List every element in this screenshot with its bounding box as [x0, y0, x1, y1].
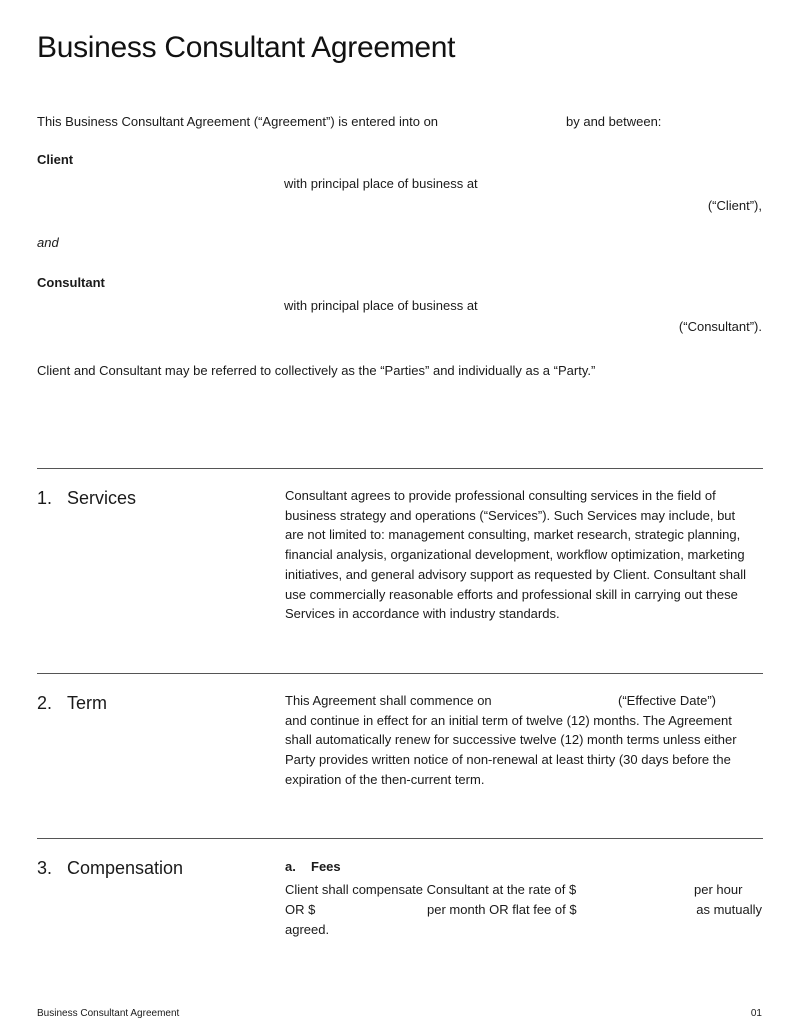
consultant-label: Consultant: [37, 275, 105, 290]
fees-line-2-a: OR $: [285, 902, 316, 917]
and-text: and: [37, 235, 59, 250]
paragraph-line: [285, 691, 765, 711]
paragraph-line: Services in accordance with industry standards.: [285, 606, 560, 622]
intro-text: This Business Consultant Agreement (“Agreement”) is entered into on: [37, 114, 439, 129]
section-title-term: Term: [67, 693, 107, 713]
paragraph-line: business strategy and operations (“Services”). Such Services may include, but: [285, 507, 736, 523]
paragraph-line: Party provides written notice of non-renewal at least thirty (30 days before the: [285, 752, 731, 768]
paragraph-line: shall automatically renew for successive twelve (12) month terms unless either: [285, 732, 737, 748]
fees-line-1-tail: per hour: [694, 882, 743, 897]
divider: [37, 838, 763, 839]
footer-page-number: 01: [750, 1008, 762, 1019]
paragraph-line: initiatives, and general advisory support as requested by Client. Consultant shall: [285, 566, 747, 582]
fees-line-3: agreed.: [285, 922, 330, 937]
section-number: 2.: [37, 693, 53, 713]
paragraph-line: Consultant agrees to provide professional consulting services in the field of: [285, 488, 716, 503]
section-number: 3.: [37, 858, 53, 878]
effective-date-label: (“Effective Date”): [618, 693, 717, 708]
client-label: Client: [37, 152, 74, 167]
client-suffix: (“Client”),: [707, 198, 762, 213]
section-title-services: Services: [67, 488, 137, 508]
divider: [37, 673, 763, 674]
term-paragraph: [285, 691, 765, 790]
term-lead: This Agreement shall commence on: [285, 693, 492, 708]
fees-line-1: Client shall compensate Consultant at the rate of $: [285, 882, 577, 897]
fees-line-2-b: per month OR flat fee of $: [427, 902, 577, 917]
divider: [37, 468, 763, 469]
paragraph-line: are not limited to: management consulting, market research, strategic planning,: [285, 527, 741, 543]
consultant-address-text: with principal place of business at: [284, 298, 478, 313]
section-title-compensation: Compensation: [67, 858, 184, 878]
consultant-suffix: (“Consultant”).: [678, 319, 762, 334]
client-address-text: with principal place of business at: [284, 176, 478, 191]
subsection-title-fees: Fees: [311, 859, 341, 874]
paragraph-line: financial analysis, organizational development, workflow optimization, marketing: [285, 547, 745, 563]
parties-text: Client and Consultant may be referred to collectively as the “Parties” and individually as a “Party.”: [37, 363, 596, 378]
fees-line-2-c: as mutually: [696, 902, 762, 917]
section-number: 1.: [37, 488, 53, 508]
paragraph-line: use commercially reasonable efforts and professional skill in carrying out these: [285, 586, 738, 602]
page-title: Business Consultant Agreement: [37, 31, 456, 64]
footer-doc-name: Business Consultant Agreement: [37, 1008, 180, 1019]
subsection-letter: a.: [285, 859, 296, 874]
paragraph-line: and continue in effect for an initial term of twelve (12) months. The Agreement: [285, 712, 732, 728]
services-paragraph: [285, 486, 765, 624]
paragraph-line: expiration of the then-current term.: [285, 771, 485, 787]
intro-tail: by and between:: [566, 114, 662, 129]
